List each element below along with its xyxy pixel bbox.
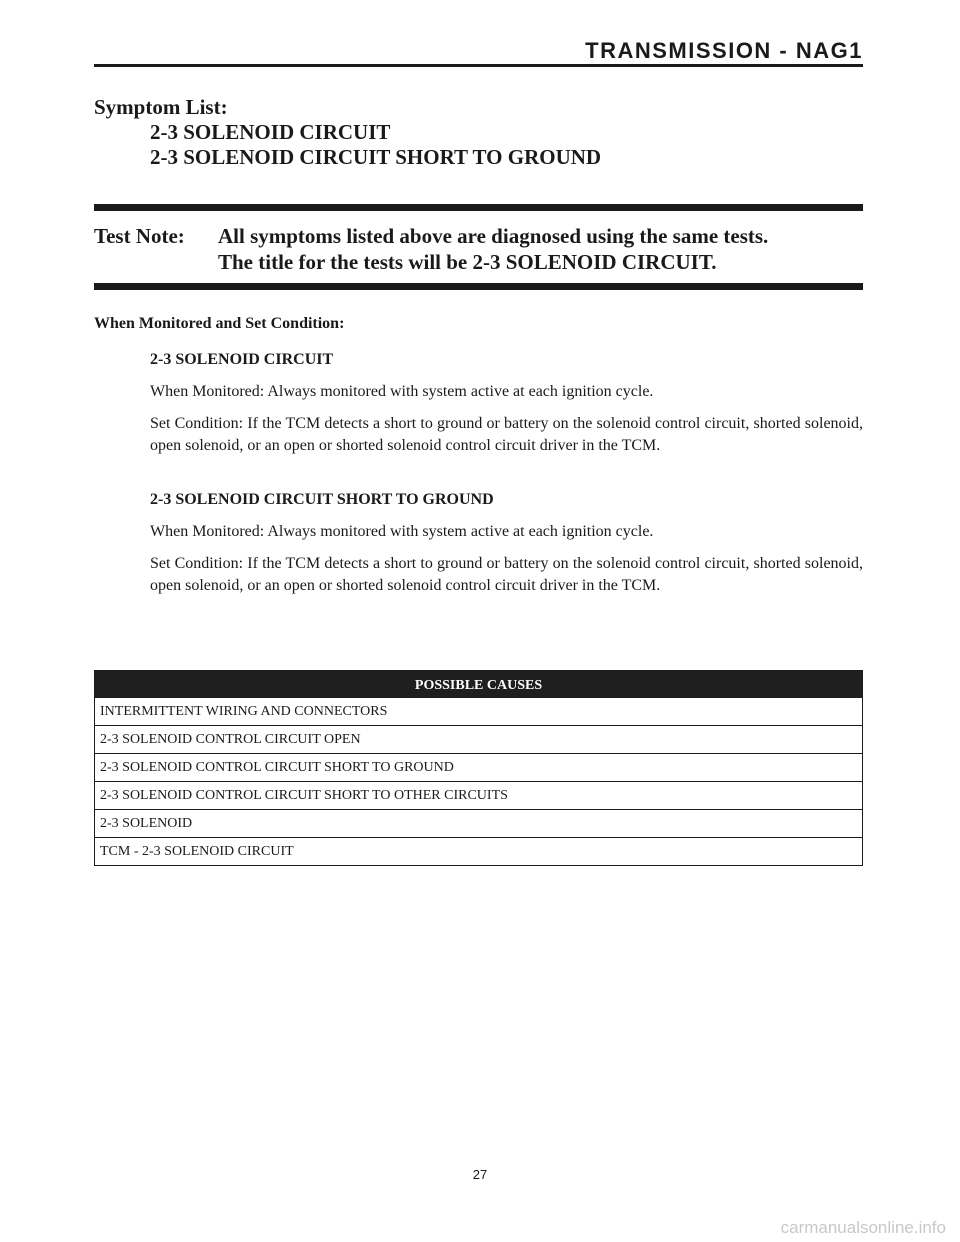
when-monitored: When Monitored: Always monitored with system active at each ignition cycle.: [150, 523, 654, 540]
symptom-list: [94, 95, 601, 170]
test-note: [94, 223, 768, 275]
cause-row: 2-3 SOLENOID CONTROL CIRCUIT OPEN: [95, 725, 862, 753]
section-title: TRANSMISSION - NAG1: [585, 38, 863, 63]
page-number: 27: [472, 1167, 488, 1182]
symptom-item: 2-3 SOLENOID CIRCUIT SHORT TO GROUND: [150, 145, 602, 169]
cause-row: INTERMITTENT WIRING AND CONNECTORS: [100, 704, 388, 719]
condition-title: 2-3 SOLENOID CIRCUIT: [150, 351, 334, 368]
cause-row: 2-3 SOLENOID CONTROL CIRCUIT SHORT TO OTHER CIRCUITS: [95, 781, 862, 809]
monitor-heading: When Monitored and Set Condition:: [94, 315, 345, 332]
divider-bar-top: [94, 204, 863, 211]
symptom-item: 2-3 SOLENOID CIRCUIT: [150, 120, 391, 144]
condition-title: 2-3 SOLENOID CIRCUIT SHORT TO GROUND: [150, 491, 494, 508]
test-note-line2: The title for the tests will be 2-3 SOLENOID CIRCUIT.: [218, 250, 717, 274]
cause-row: 2-3 SOLENOID CONTROL CIRCUIT SHORT TO GROUND: [95, 753, 862, 781]
header-divider: [94, 64, 863, 67]
symptom-list-label: Symptom List:: [94, 95, 228, 119]
watermark: carmanualsonline.info: [780, 1218, 946, 1237]
cause-row: TCM - 2-3 SOLENOID CIRCUIT: [95, 837, 862, 865]
set-condition: Set Condition: If the TCM detects a short to ground or battery on the solenoid control circuit, shorted solenoid, open solenoid, or an open or shorted solenoid control circuit driver in the TCM.: [150, 555, 863, 594]
cause-row: 2-3 SOLENOID: [95, 809, 862, 837]
condition-block: [150, 349, 863, 457]
when-monitored: When Monitored: Always monitored with system active at each ignition cycle.: [150, 383, 654, 400]
condition-block: [150, 489, 863, 597]
possible-causes-table: [94, 670, 863, 866]
test-note-line1: All symptoms listed above are diagnosed using the same tests.: [218, 224, 769, 248]
test-note-label: Test Note:: [94, 224, 185, 248]
set-condition: Set Condition: If the TCM detects a short to ground or battery on the solenoid control circuit, shorted solenoid, open solenoid, or an open or shorted solenoid control circuit driver in the TCM.: [150, 415, 863, 454]
divider-bar-bottom: [94, 283, 863, 290]
possible-causes-header: POSSIBLE CAUSES: [95, 671, 862, 698]
